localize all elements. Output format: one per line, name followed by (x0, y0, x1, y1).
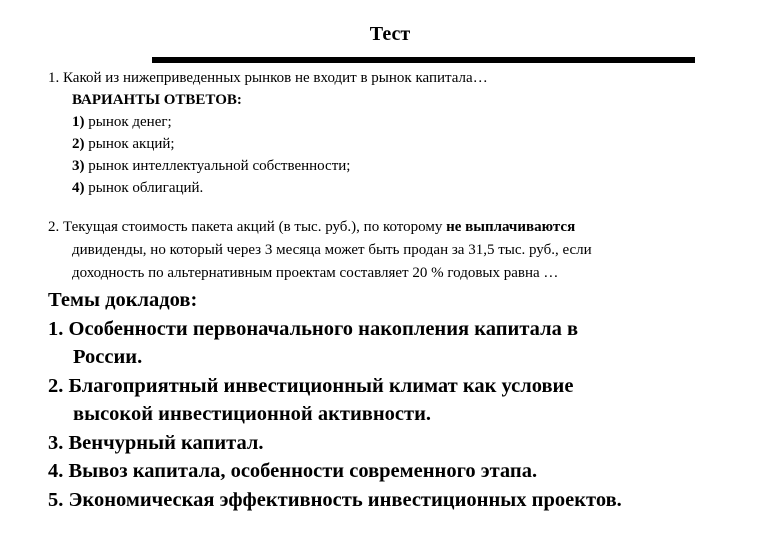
question-1 (48, 67, 488, 199)
option-text: рынок интеллектуальной собственности; (84, 158, 351, 174)
topic-item: 4. Вывоз капитала, особенности современного этапа. (48, 460, 538, 482)
question-2-line-3: доходность по альтернативным проектам составляет 20 % годовых равна … (72, 265, 559, 281)
topic-item: 3. Венчурный капитал. (48, 431, 264, 454)
topic-item-continuation: России. (73, 346, 143, 368)
topic-item: 1. Особенности первоначального накопления капитала в (48, 317, 579, 340)
question-2 (48, 216, 748, 285)
answers-header: ВАРИАНТЫ ОТВЕТОВ: (72, 92, 242, 108)
answer-option (48, 111, 488, 133)
topic-item-continuation: высокой инвестиционной активности. (73, 403, 432, 425)
topic-item: 5. Экономическая эффективность инвестиционных проектов. (48, 488, 622, 511)
topics-header: Темы докладов: (48, 289, 198, 311)
option-text: рынок акций; (84, 136, 175, 152)
option-text: рынок облигаций. (84, 180, 204, 196)
answer-option (48, 133, 488, 155)
option-number: 1) (72, 114, 85, 130)
question-2-emphasis: не выплачиваются (446, 219, 576, 235)
answer-option (48, 155, 488, 177)
option-number: 3) (72, 158, 85, 174)
report-topics (48, 286, 622, 514)
answer-option (48, 177, 488, 199)
option-text: рынок денег; (84, 114, 172, 130)
topic-item: 2. Благоприятный инвестиционный климат как условие (48, 374, 574, 397)
question-2-text-start: 2. Текущая стоимость пакета акций (в тыс. руб.), по которому (48, 219, 447, 235)
question-2-line-1 (48, 216, 748, 239)
question-1-text: 1. Какой из нижеприведенных рынков не входит в рынок капитала… (48, 70, 488, 86)
page-title: Тест (369, 23, 411, 45)
option-number: 2) (72, 136, 85, 152)
option-number: 4) (72, 180, 85, 196)
title-divider (152, 57, 695, 63)
question-2-line-2: дивиденды, но который через 3 месяца может быть продан за 31,5 тыс. руб., если (72, 242, 592, 258)
